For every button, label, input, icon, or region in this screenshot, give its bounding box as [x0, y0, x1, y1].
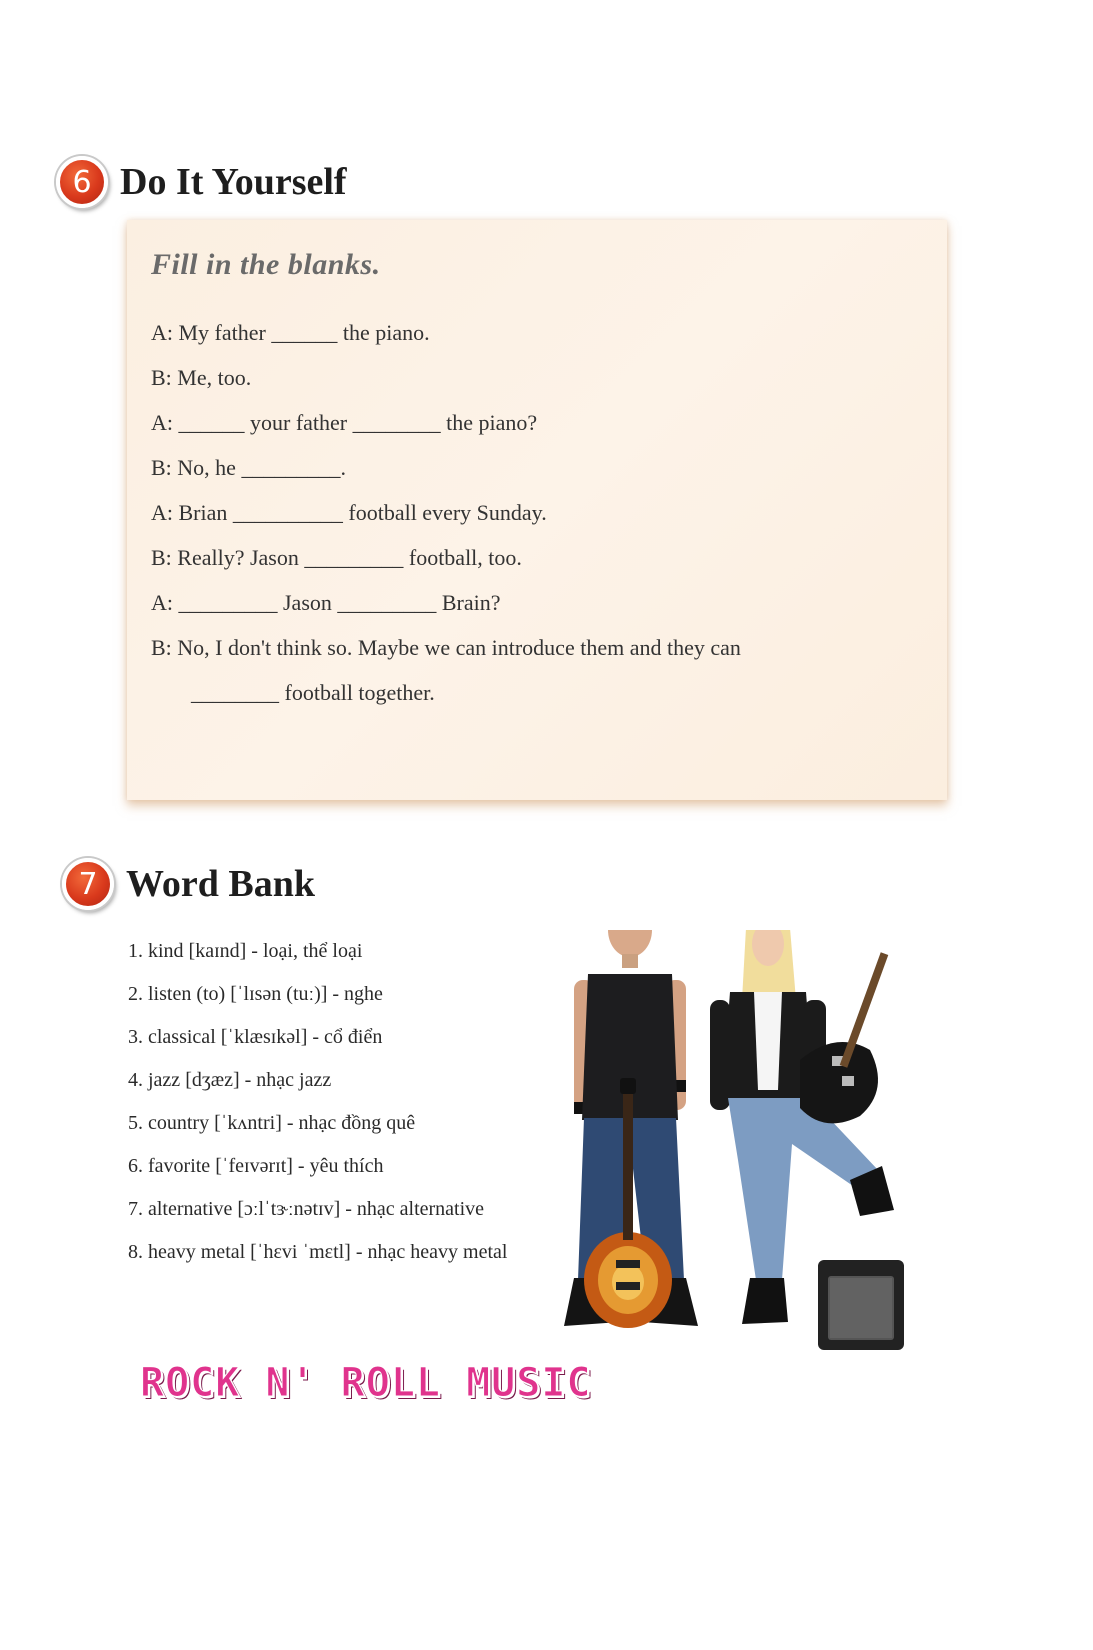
word-bank-item: 7. alternative [ɔːlˈtɝːnətɪv] - nhạc alternative — [128, 1198, 485, 1220]
dialogue-line: B: Me, too. — [151, 365, 252, 390]
male-guitarist-figure — [564, 930, 698, 1328]
dialogue-line: A: My father ______ the piano. — [151, 320, 430, 345]
section-title: Word Bank — [126, 863, 316, 905]
word-bank-item: 5. country [ˈkʌntri] - nhạc đồng quê — [128, 1112, 416, 1134]
word-bank-item: 2. listen (to) [ˈlɪsən (tuː)] - nghe — [128, 983, 383, 1005]
word-bank-item: 6. favorite [ˈfeɪvərɪt] - yêu thích — [128, 1155, 384, 1177]
section-number-badge: 7 — [62, 858, 114, 910]
word-bank-item: 1. kind [kaɪnd] - loại, thể loại — [128, 940, 363, 962]
dialogue-line: ________ football together. — [191, 680, 435, 705]
word-bank-item: 3. classical [ˈklæsɪkəl] - cổ điển — [128, 1026, 383, 1048]
dialogue-line: B: No, I don't think so. Maybe we can introduce them and they can — [151, 635, 741, 660]
dialogue-line: B: No, he _________. — [151, 455, 346, 480]
dialogue-line: B: Really? Jason _________ football, too. — [151, 545, 522, 570]
dialogue-line: A: ______ your father ________ the piano? — [151, 410, 538, 435]
dialogue-line: A: _________ Jason _________ Brain? — [151, 590, 501, 615]
rock-n-roll-logo: ROCK N' ROLL MUSIC — [140, 1360, 592, 1406]
word-bank-item: 8. heavy metal [ˈhɛvi ˈmɛtl] - nhạc heavy metal — [128, 1241, 508, 1263]
female-guitarist-figure — [710, 930, 906, 1350]
section-title: Do It Yourself — [120, 161, 347, 203]
rock-musicians-illustration — [560, 930, 990, 1430]
section-6-header — [56, 156, 347, 208]
word-bank-item: 4. jazz [dʒæz] - nhạc jazz — [128, 1069, 332, 1091]
section-7-header — [62, 858, 315, 910]
exercise-panel — [127, 220, 947, 800]
section-number-badge: 6 — [56, 156, 108, 208]
dialogue-line: A: Brian __________ football every Sunday. — [151, 500, 547, 525]
exercise-instruction: Fill in the blanks. — [151, 248, 381, 281]
